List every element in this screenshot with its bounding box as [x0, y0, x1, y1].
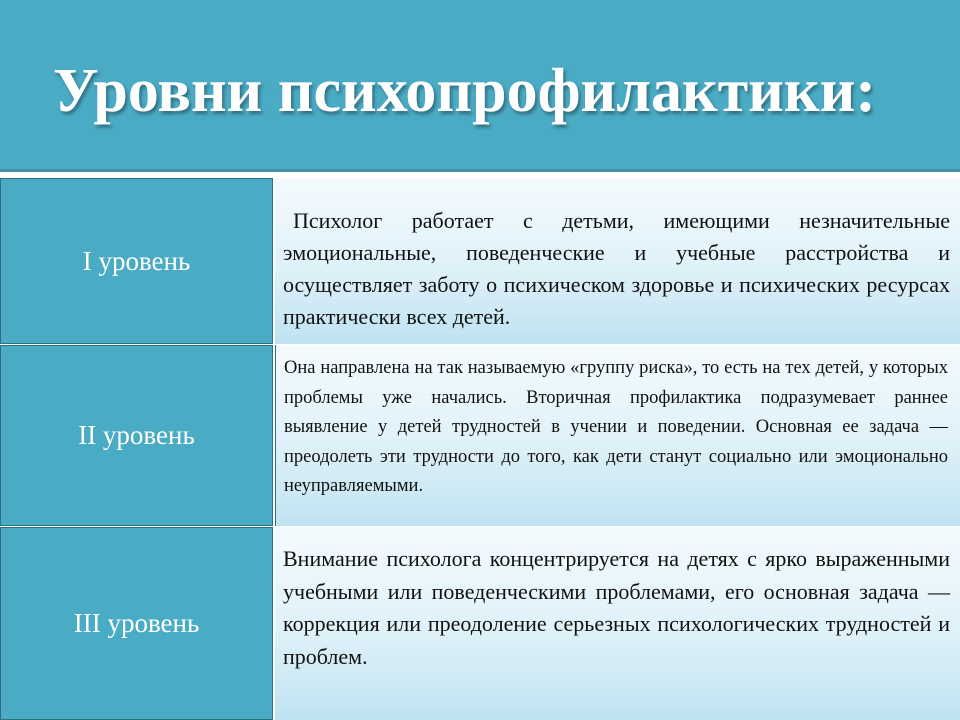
level-description-cell-3: [275, 527, 960, 720]
level-label-cell-3: [0, 527, 273, 720]
level-label-3: III уровень: [73, 608, 200, 638]
level-description-cell-2: [275, 345, 960, 526]
level-label-2: II уровень: [78, 420, 195, 450]
level-row-1: [0, 178, 960, 344]
level-description-1: Психолог работает с детьми, имеющими незначительные эмоциональные, поведенческие и учебные расстройства и осуществляет заботу о психическом здоровье и психических ресурсах практически всех детей.: [283, 208, 950, 329]
level-label-cell-2: [0, 345, 273, 526]
level-row-2: [0, 345, 960, 526]
title-bar: [0, 0, 960, 172]
slide-title: Уровни психопрофилактики:: [53, 57, 876, 125]
level-row-3: [0, 527, 960, 720]
level-description-cell-1: [275, 178, 960, 344]
level-description-3: Внимание психолога концентрируется на детях с ярко выраженными учебными или поведенческими проблемами, его основная задача — коррекция или преодоление серьезных психологических трудностей и проблем.: [283, 546, 950, 669]
level-description-2: Она направлена на так называемую «группу риска», то есть на тех детей, у которых проблемы уже начались. Вторичная профилактика подразумевает раннее выявление у детей трудностей в учении и поведении. Основная ее задача — преодолеть эти трудности до того, как дети станут социально или эмоционально неуправляемыми.: [284, 358, 948, 496]
level-label-cell-1: [0, 178, 273, 344]
level-label-1: I уровень: [82, 245, 191, 276]
